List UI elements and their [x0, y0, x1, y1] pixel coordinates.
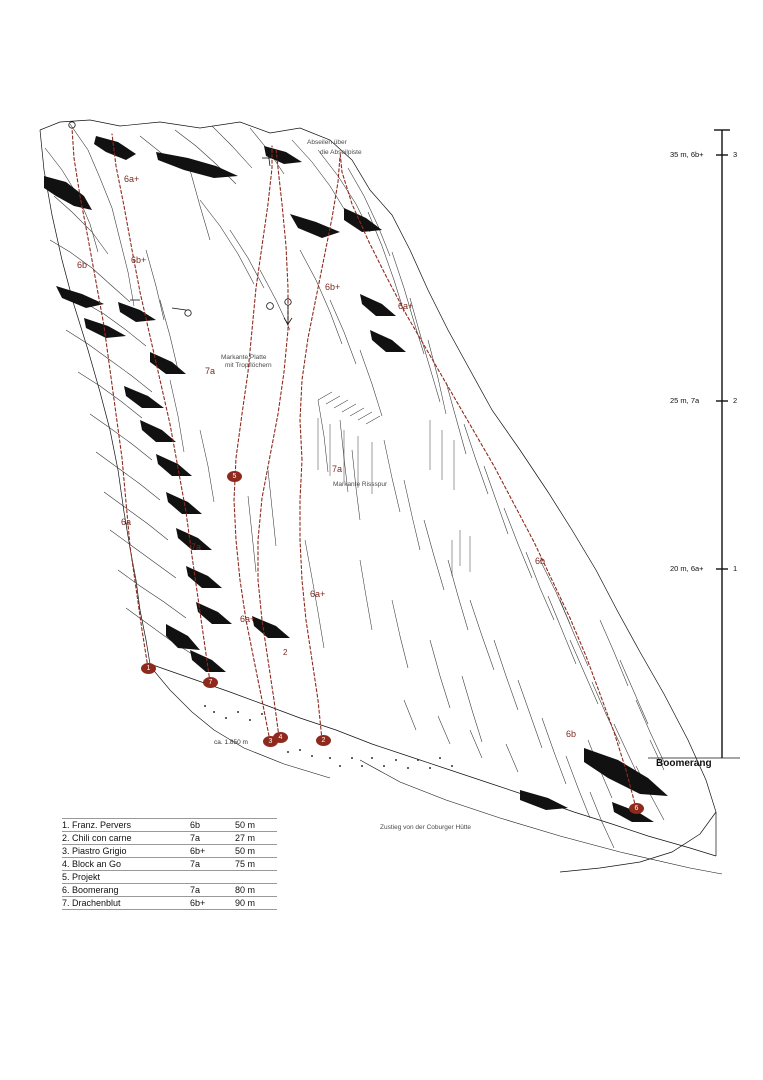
overhang-hatching [318, 392, 380, 424]
grade-label: 6b+ [131, 255, 147, 265]
legend-row [62, 884, 277, 897]
legend-route-grade: 6b+ [190, 898, 206, 908]
anchors [69, 122, 292, 324]
legend-route-name: 3. Piastro Grigio [62, 846, 127, 856]
grade-label: 6a+ [124, 174, 140, 184]
belay-marker-2[interactable]: 2 [316, 735, 331, 746]
grade-label: 7a [191, 542, 202, 552]
legend-row [62, 897, 277, 910]
legend-route-length: 90 m [235, 898, 256, 908]
altitude-note: ca. 1.850 m [214, 739, 248, 746]
legend-route-name: 5. Projekt [62, 872, 101, 882]
legend-route-grade: 7a [190, 885, 201, 895]
legend-row [62, 871, 277, 884]
grade-label: 6a [121, 517, 132, 527]
legend-body [62, 819, 277, 910]
legend-route-name: 7. Drachenblut [62, 898, 121, 908]
legend-row [62, 845, 277, 858]
grade-label: 6b [566, 729, 577, 739]
belay-marker-1[interactable]: 1 [141, 663, 156, 674]
belay-marker-7[interactable]: 7 [203, 677, 218, 688]
legend-route-name: 2. Chili con carne [62, 833, 132, 843]
legend-route-name: 4. Block an Go [62, 859, 122, 869]
feature-note: die Abseilpiste [320, 149, 362, 156]
legend-table [62, 818, 277, 910]
scale-mark-index: 3 [733, 150, 738, 159]
grade-label: 7a [332, 464, 343, 474]
legend-route-name: 1. Franz. Pervers [62, 820, 132, 830]
route-2 [300, 460, 322, 740]
legend-row [62, 858, 277, 871]
belay-marker-3[interactable]: 3 [263, 736, 278, 747]
legend-route-grade: 7a [190, 833, 201, 843]
belay-marker-4[interactable]: 4 [273, 732, 288, 743]
grade-label: 6b+ [325, 282, 341, 292]
legend-route-grade: 6b [190, 820, 201, 830]
route-2-upper [300, 156, 340, 460]
grade-label: 6a+ [310, 589, 326, 599]
legend-route-grade: 7a [190, 859, 201, 869]
grade-label: 6a+ [398, 301, 414, 311]
legend-route-length: 50 m [235, 846, 256, 856]
pitch-number: 2 [283, 648, 288, 657]
scale-mark-label: 20 m, 6a+ [670, 564, 704, 573]
legend-row [62, 819, 277, 832]
legend-route-grade [190, 871, 235, 884]
approach-note: Zustieg von der Coburger Hütte [380, 824, 472, 831]
legend-route-length: 80 m [235, 885, 256, 895]
legend-route-length: 27 m [235, 833, 256, 843]
legend-route-length: 50 m [235, 820, 256, 830]
legend-row [62, 832, 277, 845]
grade-label: 6b [535, 556, 546, 566]
grade-label: 7a [205, 366, 216, 376]
legend-route-name: 6. Boomerang [62, 885, 119, 895]
drip-lines [318, 418, 470, 576]
feature-note: Markante Rissspur [333, 481, 388, 488]
feature-note: Abseilen über [307, 139, 347, 146]
belay-marker-5[interactable]: 5 [227, 471, 242, 482]
legend-route-grade: 6b+ [190, 846, 206, 856]
grade-label: 6a+ [240, 614, 256, 624]
legend-route-length: 75 m [235, 859, 256, 869]
legend-route-length [235, 871, 277, 884]
feature-note: mit Tropflöchern [225, 362, 272, 369]
grade-label: 6b [77, 260, 88, 270]
feature-note: Markante Platte [221, 354, 267, 361]
route-6 [340, 152, 636, 808]
rock-shadows [44, 136, 668, 822]
route-legend [62, 818, 277, 910]
scale-mark-index: 2 [733, 396, 738, 405]
scale-bar [714, 130, 730, 758]
scale-mark-index: 1 [733, 564, 738, 573]
belay-marker-6[interactable]: 6 [629, 803, 644, 814]
peak-label: Boomerang [656, 758, 712, 769]
scale-mark-label: 35 m, 6b+ [670, 150, 704, 159]
scale-mark-label: 25 m, 7a [670, 396, 700, 405]
